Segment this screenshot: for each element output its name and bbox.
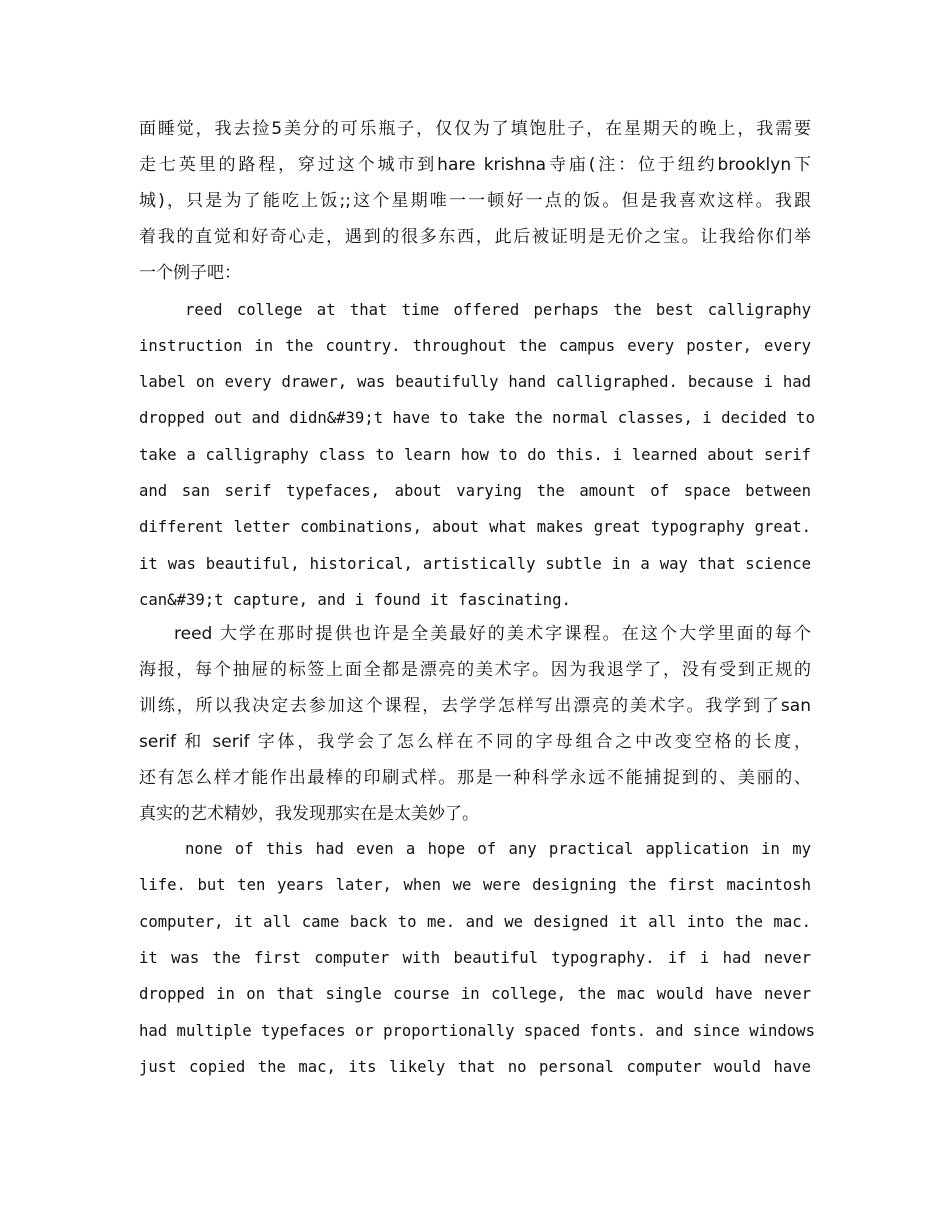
paragraph-2-line-6: and san serif typefaces, about varying the amount of space between xyxy=(139,482,811,500)
paragraph-4-line-7: just copied the mac, its likely that no personal computer would have xyxy=(139,1058,811,1076)
paragraph-2-line-7: different letter combinations, about what makes great typography great. xyxy=(139,518,811,536)
paragraph-1-line-3: 城)，只是为了能吃上饭;;这个星期唯一一顿好一点的饭。但是我喜欢这样。我跟 xyxy=(139,191,811,211)
paragraph-2-line-9: can&#39;t capture, and i found it fascinating. xyxy=(139,591,571,609)
paragraph-1-line-4: 着我的直觉和好奇心走，遇到的很多东西，此后被证明是无价之宝。让我给你们举 xyxy=(139,227,811,247)
paragraph-2-line-4: dropped out and didn&#39;t have to take the normal classes, i decided to xyxy=(139,409,815,427)
paragraph-2-line-3: label on every drawer, was beautifully hand calligraphed. because i had xyxy=(139,373,811,391)
paragraph-3-line-1: reed 大学在那时提供也许是全美最好的美术字课程。在这个大学里面的每个 xyxy=(174,624,811,644)
paragraph-3-line-4: serif 和 serif 字体，我学会了怎么样在不同的字母组合之中改变空格的长度， xyxy=(139,732,811,752)
paragraph-3-line-5: 还有怎么样才能作出最棒的印刷式样。那是一种科学永远不能捕捉到的、美丽的、 xyxy=(139,768,811,788)
paragraph-4-line-6: had multiple typefaces or proportionally spaced fonts. and since windows xyxy=(139,1022,815,1040)
paragraph-1-line-2: 走七英里的路程，穿过这个城市到hare krishna寺庙(注：位于纽约brooklyn下 xyxy=(139,155,811,175)
paragraph-2-line-1: reed college at that time offered perhaps the best calligraphy xyxy=(185,301,811,319)
paragraph-1-line-1: 面睡觉，我去捡5美分的可乐瓶子，仅仅为了填饱肚子，在星期天的晚上，我需要 xyxy=(139,119,811,139)
paragraph-2-line-5: take a calligraphy class to learn how to do this. i learned about serif xyxy=(139,446,811,464)
paragraph-1-line-5: 一个例子吧： xyxy=(139,263,241,283)
paragraph-2-line-8: it was beautiful, historical, artistically subtle in a way that science xyxy=(139,555,811,573)
paragraph-4-line-1: none of this had even a hope of any practical application in my xyxy=(185,840,811,858)
paragraph-3-line-3: 训练，所以我决定去参加这个课程，去学学怎样写出漂亮的美术字。我学到了san xyxy=(139,696,811,716)
paragraph-4-line-4: it was the first computer with beautiful typography. if i had never xyxy=(139,949,811,967)
paragraph-3-line-2: 海报，每个抽屉的标签上面全都是漂亮的美术字。因为我退学了，没有受到正规的 xyxy=(139,660,811,680)
paragraph-2-line-2: instruction in the country. throughout the campus every poster, every xyxy=(139,337,811,355)
paragraph-3-line-6: 真实的艺术精妙，我发现那实在是太美妙了。 xyxy=(139,804,479,824)
paragraph-4-line-5: dropped in on that single course in college, the mac would have never xyxy=(139,985,811,1003)
paragraph-4-line-2: life. but ten years later, when we were designing the first macintosh xyxy=(139,876,811,894)
paragraph-4-line-3: computer, it all came back to me. and we designed it all into the mac. xyxy=(139,913,811,931)
